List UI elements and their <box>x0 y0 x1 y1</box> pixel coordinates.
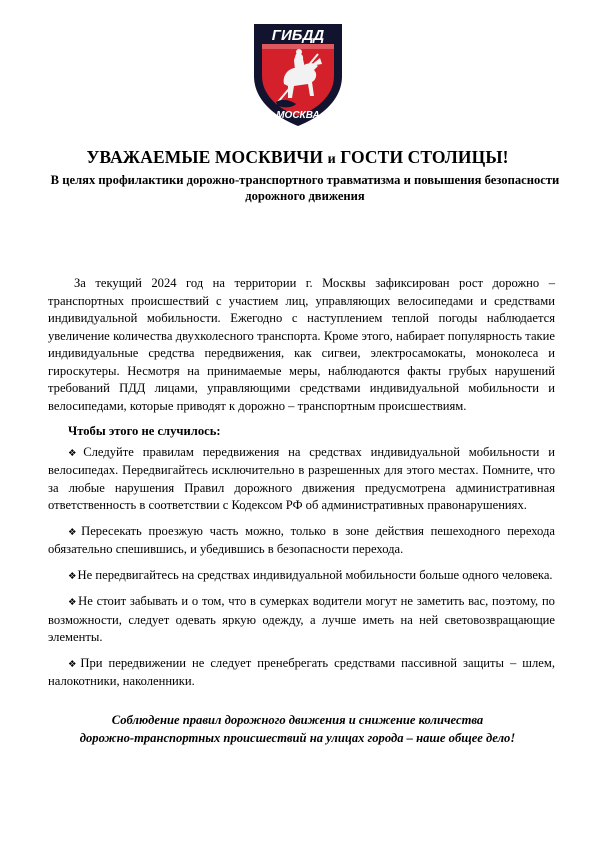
page-title: УВАЖАЕМЫЕ МОСКВИЧИ и ГОСТИ СТОЛИЦЫ! <box>86 147 509 167</box>
bullet-item: ❖При передвижении не следует пренебрегать средствами пассивной защиты – шлем, налокотники, наколенники. <box>48 655 555 688</box>
diamond-bullet-icon: ❖ <box>68 447 83 459</box>
gibdd-moscow-logo <box>248 18 348 130</box>
bullet-item: ❖Не передвигайтесь на средствах индивидуальной мобильности больше одного человека. <box>68 567 553 582</box>
intro-paragraph: За текущий 2024 год на территории г. Москвы зафиксирован рост дорожно – транспортных происшествий с участием лиц, управляющих велосипедами и средствами индивидуальной мобильности. Ежегодно с наступлением теплой погоды наблюдается увеличение количества двухколесного транспорта. Кроме этого, набирает популярность такие индивидуальные средства передвижения, как сигвеи, электросамокаты, моноколеса и гироскутеры. Несмотря на принимаемые меры, наблюдаются факты грубых нарушений требований ПДД лицами, управляющими средствами индивидуальной мобильности и велосипедами, которые приводят к дорожно – транспортным происшествиям. <box>48 276 555 413</box>
logo-bottom-text: МОСКВА <box>276 110 320 121</box>
footer-line-2: дорожно-транспортных происшествий на улицах города – наше общее дело! <box>79 731 516 745</box>
prevent-heading: Чтобы этого не случилось: <box>68 424 221 438</box>
bullet-item: ❖Следуйте правилам передвижения на средствах индивидуальной мобильности и велосипедах. Передвигайтесь исключительно в разрешенных для этого местах. Помните, что за любые нарушения Правил дорожного движения предусмотрена административная ответственность в соответствии с Кодексом РФ об административных правонарушениях. <box>48 444 555 512</box>
logo-top-text: ГИБДД <box>271 27 325 44</box>
diamond-bullet-icon: ❖ <box>68 658 80 670</box>
gibdd-shield-emblem <box>248 18 348 130</box>
document-body <box>48 275 555 699</box>
page-subtitle: В целях профилактики дорожно-транспортного травматизма и повышения безопасности дорожного движения <box>50 173 560 203</box>
diamond-bullet-icon: ❖ <box>68 597 78 608</box>
diamond-bullet-icon: ❖ <box>68 526 81 538</box>
footer-line-1: Соблюдение правил дорожного движения и снижение количества <box>111 713 484 727</box>
bullet-item: ❖Не стоит забывать и о том, что в сумерках водители могут не заметить вас, поэтому, по возможности, следует одевать яркую одежду, а лучше иметь на ней световозвращающие элементы. <box>48 594 555 644</box>
diamond-bullet-icon: ❖ <box>68 570 77 582</box>
bullet-item: ❖Пересекать проезжую часть можно, только в зоне действия пешеходного перехода обязательно спешившись, и убедившись в безопасности перехода. <box>48 523 555 556</box>
footer-slogan <box>20 711 575 747</box>
